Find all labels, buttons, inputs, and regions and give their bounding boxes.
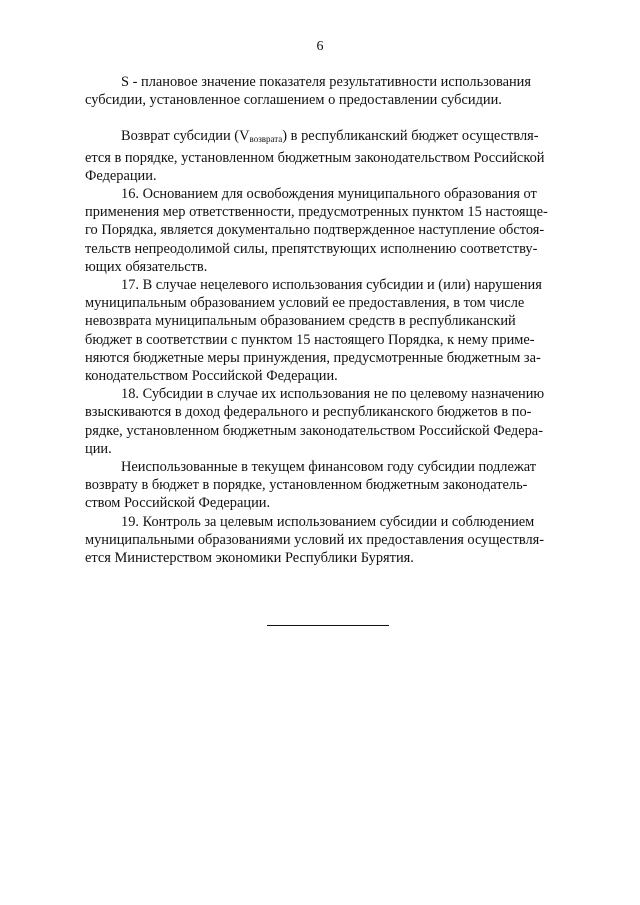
paragraph-gap	[85, 109, 572, 127]
paragraph-19: 19. Контроль за целевым использованием субсидии и соблюдением муниципальными образованиями условий их предоставления осуществля- ется Министерством экономики Республики Бурятия.	[85, 513, 545, 567]
paragraph-s-definition: S - плановое значение показателя результативности использования субсидии, установленное соглашением о предоставлении субсидии.	[85, 74, 531, 109]
paragraph-subsidy-return	[85, 127, 572, 185]
end-of-document-rule	[267, 625, 389, 626]
paragraph-16: 16. Основанием для освобождения муниципального образования от применения мер ответственности, предусмотренных пунктом 15 настояще- го Порядка, является документально подтвержденное наступление обстоя- тельств непреодолимой силы, препятствующих исполнению соответству- ющих обязательств.	[85, 186, 548, 275]
document-body	[85, 73, 572, 567]
page-number: 6	[316, 39, 324, 54]
subsidy-return-subscript: возврата	[249, 134, 283, 145]
paragraph-17: 17. В случае нецелевого использования субсидии и (или) нарушения муниципальным образованием условий ее предоставления, в том числе невозврата муниципальным образованием средств в республиканский бюджет в соответствии с пунктом 15 настоящего Порядка, к нему приме- няются бюджетные меры принуждения, предусмотренные бюджетным за- конодательством Российской Федерации.	[85, 277, 542, 385]
subsidy-return-text-end: ) в республиканский бюджет осуществля- ется в порядке, установленном бюджетным законодательством Российской Федерации.	[85, 128, 545, 184]
paragraph-18: 18. Субсидии в случае их использования не по целевому назначению взыскиваются в доход федерального и республиканского бюджетов в по- рядке, установленном бюджетным законодательством Российской Федера- ции.	[85, 386, 545, 457]
paragraph-unused-subsidies: Неиспользованные в текущем финансовом году субсидии подлежат возврату в бюджет в порядке, установленном бюджетным законодатель- ством Российской Федерации.	[85, 459, 537, 512]
subsidy-return-text-start: Возврат субсидии (V	[121, 128, 250, 145]
